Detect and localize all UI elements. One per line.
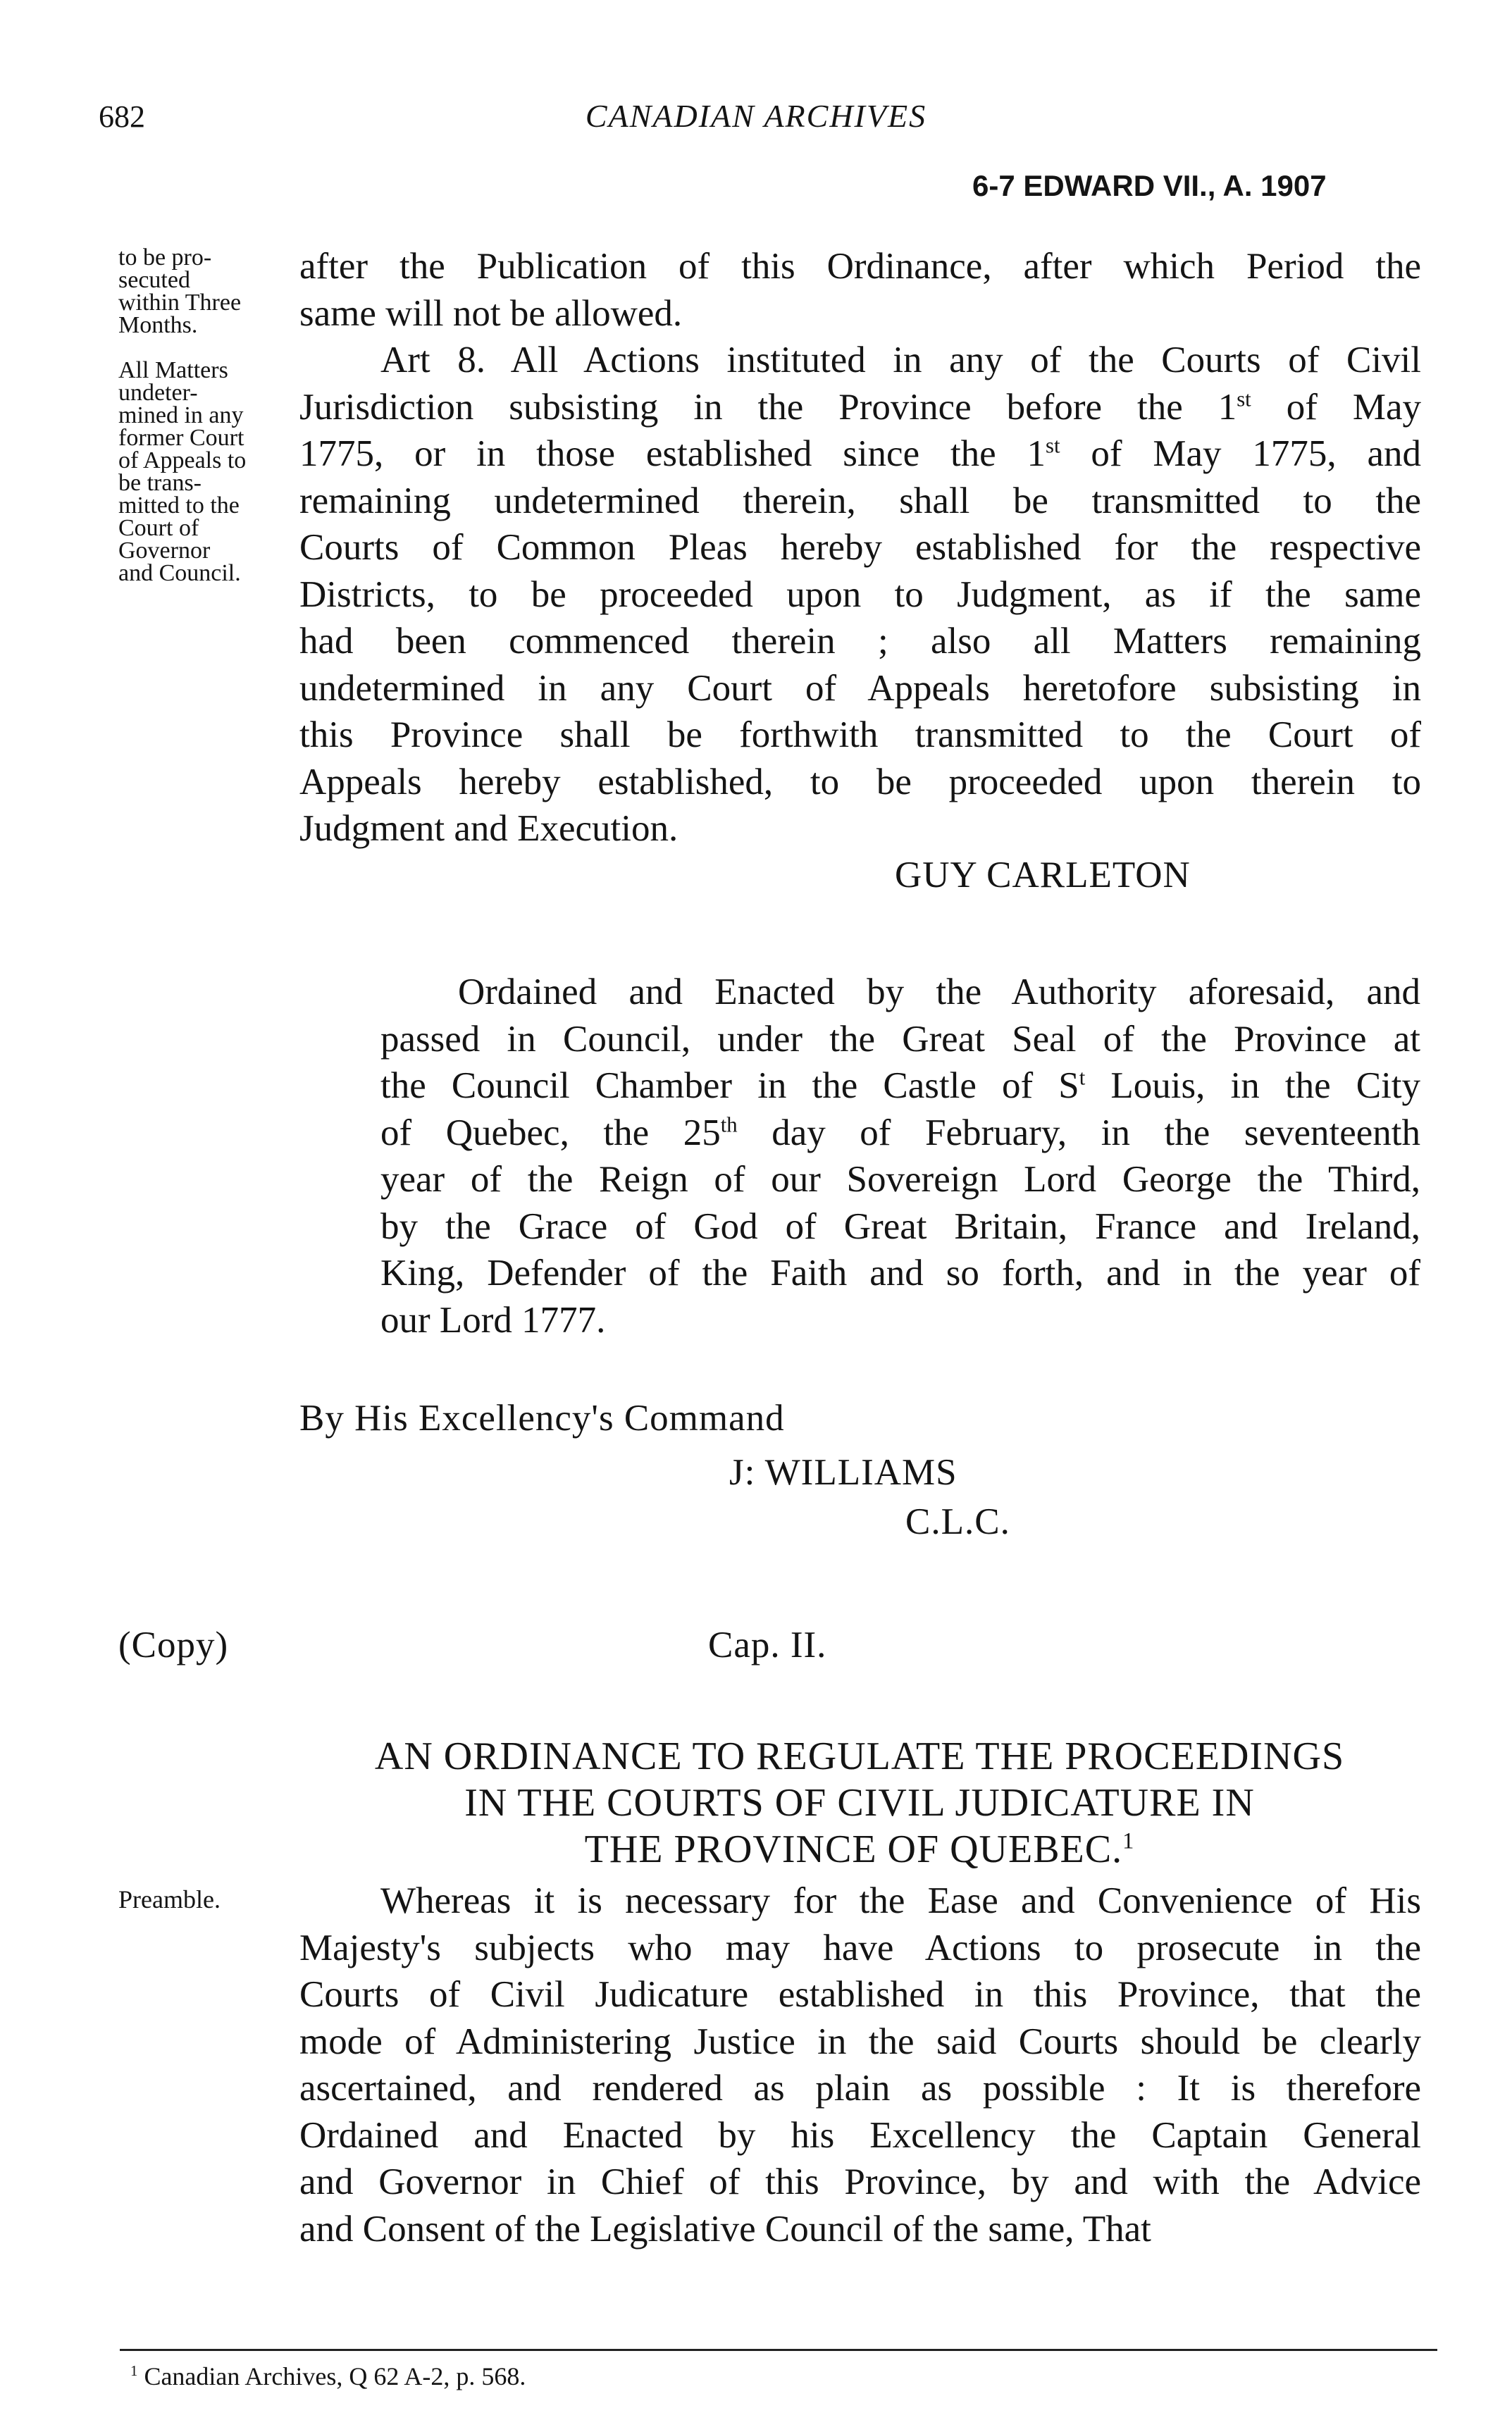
article-line: undetermined in any Court of Appeals heretofore subsisting in	[299, 667, 1421, 709]
ordinance-title-line: AN ORDINANCE TO REGULATE THE PROCEEDINGS	[374, 1735, 1345, 1778]
article-line: 1775, or in those established since the 1st of May 1775, and	[299, 433, 1421, 474]
preamble-line: Ordained and Enacted by his Excellency the Captain General	[299, 2114, 1421, 2156]
footnote	[130, 2362, 526, 2391]
chapter-heading: Cap. II.	[708, 1625, 827, 1665]
enactment-line: the Council Chamber in the Castle of $S^t$ Louis, in the City	[380, 1065, 1421, 1106]
enactment-line: by the Grace of God of Great Britain, France and Ireland,	[380, 1205, 1420, 1247]
article-line: had been commenced therein ; also all Matters remaining	[299, 621, 1421, 662]
signature-guy-carleton: GUY CARLETON	[895, 855, 1191, 895]
article-line: Art 8. All Actions instituted in any of the Courts of Civil	[380, 340, 1421, 380]
preamble-line: and Consent of the Legislative Council of the same, That	[299, 2208, 1151, 2250]
signer-title: C.L.C.	[905, 1501, 1010, 1542]
enactment-line: of Quebec, the 25th day of February, in the seventeenth	[380, 1112, 1421, 1153]
signature-j-williams: J: WILLIAMS	[729, 1452, 958, 1493]
footnote-mark: 1	[130, 2362, 138, 2379]
margin-note-preamble: Preamble.	[118, 1885, 221, 1913]
preamble-line: mode of Administering Justice in the said Courts should be clearly	[299, 2021, 1421, 2062]
copy-label: (Copy)	[118, 1625, 229, 1665]
running-title: CANADIAN ARCHIVES	[585, 98, 927, 134]
enactment-line: King, Defender of the Faith and so forth, and in the year of	[380, 1253, 1420, 1293]
article-line: remaining undetermined therein, shall be transmitted to the	[299, 480, 1421, 521]
enactment-line: our Lord 1777.	[380, 1299, 606, 1341]
command-text: By His Excellency's Command	[299, 1398, 785, 1439]
footnote-reference: 1	[1122, 1828, 1135, 1854]
enactment-line: Ordained and Enacted by the Authority aforesaid, and	[458, 972, 1420, 1012]
preamble-block	[299, 1878, 1421, 2252]
preamble-line: ascertained, and rendered as plain as possible : It is therefore	[299, 2068, 1421, 2109]
article-line: Jurisdiction subsisting in the Province before the 1st of May	[299, 386, 1421, 428]
preamble-line: Majesty's subjects who may have Actions to prosecute in the	[299, 1927, 1421, 1968]
article-line: same will not be allowed.	[299, 292, 683, 334]
footnote-text: Canadian Archives, Q 62 A-2, p. 568.	[144, 2362, 526, 2390]
margin-note-all-matters: All Matters undeter- mined in any former Court of Appeals to be trans- mitted to the Court of Governor and Council.	[118, 357, 247, 586]
margin-note-to-be-prosecuted: to be pro- secuted within Three Months.	[118, 244, 242, 338]
article-line: Judgment and Execution.	[299, 808, 678, 849]
article-line: Appeals hereby established, to be proceeded upon therein to	[299, 761, 1421, 802]
ordinance-title-line: THE PROVINCE OF QUEBEC.	[584, 1828, 1123, 1871]
enactment-line: passed in Council, under the Great Seal of the Province at	[380, 1018, 1420, 1060]
session-label: 6-7 EDWARD VII., A. 1907	[972, 169, 1327, 202]
article-line: Courts of Common Pleas hereby established for the respective	[299, 527, 1421, 568]
footnote-rule	[120, 2349, 1437, 2351]
enactment-line: year of the Reign of our Sovereign Lord George the Third,	[380, 1159, 1420, 1200]
ordinance-title-line: IN THE COURTS OF CIVIL JUDICATURE IN	[464, 1781, 1255, 1825]
preamble-line: Courts of Civil Judicature established in this Province, that the	[299, 1974, 1421, 2015]
article-line: this Province shall be forthwith transmitted to the Court of	[299, 714, 1421, 755]
preamble-line: Whereas it is necessary for the Ease and Convenience of His	[380, 1880, 1421, 1921]
page-number: 682	[99, 99, 145, 134]
preamble-line: and Governor in Chief of this Province, by and with the Advice	[299, 2161, 1421, 2202]
enactment-block	[380, 969, 1420, 1344]
ordinance-title	[254, 1733, 1465, 1873]
article-block	[299, 243, 1421, 852]
article-line: Districts, to be proceeded upon to Judgment, as if the same	[299, 573, 1421, 615]
article-line: after the Publication of this Ordinance, after which Period the	[299, 246, 1421, 287]
